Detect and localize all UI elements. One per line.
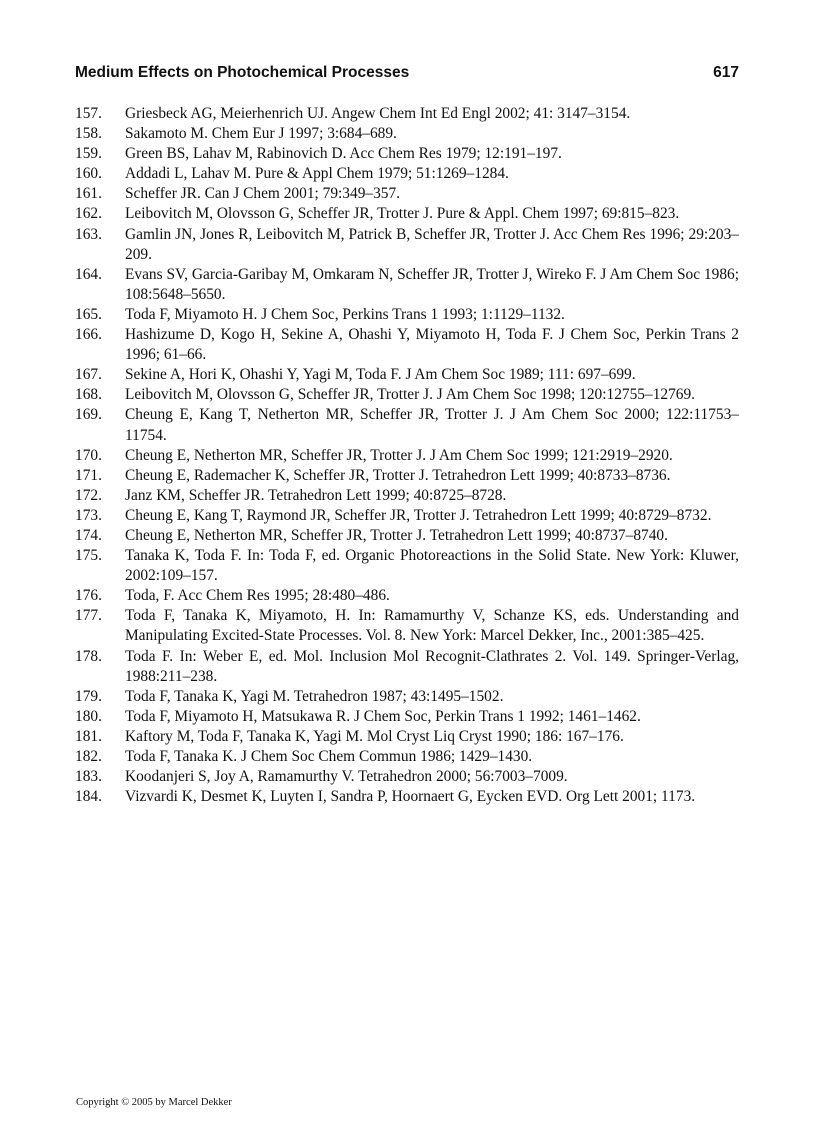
reference-text: Addadi L, Lahav M. Pure & Appl Chem 1979; 51:1269–1284. bbox=[125, 165, 509, 183]
reference-text: Kaftory M, Toda F, Tanaka K, Yagi M. Mol Cryst Liq Cryst 1990; 186: 167–176. bbox=[125, 727, 624, 745]
reference-text: Cheung E, Netherton MR, Scheffer JR, Trotter J. Tetrahedron Lett 1999; 40:8737–8740. bbox=[125, 526, 668, 544]
reference-number: 179. bbox=[75, 687, 102, 705]
reference-item bbox=[75, 124, 739, 144]
reference-number: 160. bbox=[75, 165, 102, 183]
reference-number: 174. bbox=[75, 526, 102, 544]
running-title: Medium Effects on Photochemical Processes bbox=[75, 64, 410, 81]
reference-text: Green BS, Lahav M, Rabinovich D. Acc Chem Res 1979; 12:191–197. bbox=[125, 145, 562, 163]
reference-number: 164. bbox=[75, 265, 102, 283]
reference-number: 159. bbox=[75, 145, 102, 163]
reference-item bbox=[75, 687, 739, 707]
reference-item bbox=[75, 747, 739, 767]
reference-number: 183. bbox=[75, 768, 102, 786]
reference-item bbox=[75, 707, 739, 727]
reference-number: 181. bbox=[75, 727, 102, 745]
reference-item bbox=[75, 265, 739, 305]
reference-text: Cheung E, Kang T, Raymond JR, Scheffer JR, Trotter J. Tetrahedron Lett 1999; 40:8729–8732. bbox=[125, 506, 712, 524]
reference-text: Gamlin JN, Jones R, Leibovitch M, Patrick B, Scheffer JR, Trotter J. Acc Chem Res 1996; 29:203–209. bbox=[125, 225, 739, 263]
reference-number: 170. bbox=[75, 446, 102, 464]
reference-item bbox=[75, 325, 739, 365]
reference-text: Cheung E, Rademacher K, Scheffer JR, Trotter J. Tetrahedron Lett 1999; 40:8733–8736. bbox=[125, 466, 671, 484]
reference-number: 184. bbox=[75, 788, 102, 806]
reference-number: 169. bbox=[75, 406, 102, 424]
reference-text: Leibovitch M, Olovsson G, Scheffer JR, Trotter J. J Am Chem Soc 1998; 120:12755–12769. bbox=[125, 386, 696, 404]
reference-item bbox=[75, 727, 739, 747]
reference-item bbox=[75, 446, 739, 466]
reference-text: Hashizume D, Kogo H, Sekine A, Ohashi Y, Miyamoto H, Toda F. J Chem Soc, Perkin Trans 2 1996; 61–66. bbox=[125, 326, 739, 364]
reference-number: 166. bbox=[75, 326, 102, 344]
reference-number: 176. bbox=[75, 587, 102, 605]
reference-text: Toda F. In: Weber E, ed. Mol. Inclusion Mol Recognit-Clathrates 2. Vol. 149. Springer-Verlag, 1988:211–238. bbox=[125, 647, 739, 685]
reference-text: Janz KM, Scheffer JR. Tetrahedron Lett 1999; 40:8725–8728. bbox=[125, 486, 507, 504]
reference-number: 165. bbox=[75, 305, 102, 323]
reference-number: 175. bbox=[75, 547, 102, 565]
reference-number: 178. bbox=[75, 647, 102, 665]
reference-item bbox=[75, 486, 739, 506]
reference-item bbox=[75, 204, 739, 224]
reference-item bbox=[75, 385, 739, 405]
reference-item bbox=[75, 526, 739, 546]
reference-list bbox=[75, 104, 739, 807]
reference-number: 163. bbox=[75, 225, 102, 243]
reference-text: Toda, F. Acc Chem Res 1995; 28:480–486. bbox=[125, 587, 390, 605]
reference-text: Scheffer JR. Can J Chem 2001; 79:349–357. bbox=[125, 185, 401, 203]
reference-item bbox=[75, 164, 739, 184]
reference-text: Leibovitch M, Olovsson G, Scheffer JR, Trotter J. Pure & Appl. Chem 1997; 69:815–823. bbox=[125, 205, 680, 223]
reference-number: 161. bbox=[75, 185, 102, 203]
reference-number: 180. bbox=[75, 707, 102, 725]
reference-text: Cheung E, Netherton MR, Scheffer JR, Trotter J. J Am Chem Soc 1999; 121:2919–2920. bbox=[125, 446, 673, 464]
reference-item bbox=[75, 104, 739, 124]
reference-number: 162. bbox=[75, 205, 102, 223]
reference-item bbox=[75, 225, 739, 265]
reference-item bbox=[75, 767, 739, 787]
reference-text: Sakamoto M. Chem Eur J 1997; 3:684–689. bbox=[125, 125, 397, 143]
reference-item bbox=[75, 305, 739, 325]
reference-number: 157. bbox=[75, 105, 102, 122]
running-header bbox=[75, 64, 739, 86]
reference-item bbox=[75, 586, 739, 606]
reference-text: Tanaka K, Toda F. In: Toda F, ed. Organic Photoreactions in the Solid State. New York: Kluwer, 2002:109–157. bbox=[125, 547, 739, 585]
reference-text: Koodanjeri S, Joy A, Ramamurthy V. Tetrahedron 2000; 56:7003–7009. bbox=[125, 768, 568, 786]
reference-item bbox=[75, 546, 739, 586]
reference-item bbox=[75, 506, 739, 526]
reference-number: 167. bbox=[75, 366, 102, 384]
reference-number: 182. bbox=[75, 748, 102, 765]
reference-item bbox=[75, 365, 739, 385]
reference-item bbox=[75, 647, 739, 687]
reference-number: 171. bbox=[75, 466, 102, 484]
reference-text: Vizvardi K, Desmet K, Luyten I, Sandra P, Hoornaert G, Eycken EVD. Org Lett 2001; 1173. bbox=[125, 788, 696, 806]
reference-item bbox=[75, 606, 739, 646]
reference-text: Toda F, Miyamoto H. J Chem Soc, Perkins Trans 1 1993; 1:1129–1132. bbox=[125, 305, 565, 323]
reference-text: Griesbeck AG, Meierhenrich UJ. Angew Chem Int Ed Engl 2002; 41: 3147–3154. bbox=[125, 105, 631, 122]
reference-item bbox=[75, 144, 739, 164]
reference-number: 172. bbox=[75, 486, 102, 504]
reference-number: 177. bbox=[75, 607, 102, 625]
reference-item bbox=[75, 787, 739, 807]
reference-text: Cheung E, Kang T, Netherton MR, Scheffer JR, Trotter J. J Am Chem Soc 2000; 122:11753–11754. bbox=[125, 406, 739, 444]
reference-text: Toda F, Miyamoto H, Matsukawa R. J Chem Soc, Perkin Trans 1 1992; 1461–1462. bbox=[125, 707, 641, 725]
reference-text: Sekine A, Hori K, Ohashi Y, Yagi M, Toda F. J Am Chem Soc 1989; 111: 697–699. bbox=[125, 366, 636, 384]
copyright-footer: Copyright © 2005 by Marcel Dekker bbox=[76, 1097, 232, 1108]
reference-text: Evans SV, Garcia-Garibay M, Omkaram N, Scheffer JR, Trotter J, Wireko F. J Am Chem Soc 1986; 108:5648–5650. bbox=[125, 265, 739, 303]
page-number: 617 bbox=[713, 64, 739, 81]
reference-item bbox=[75, 466, 739, 486]
reference-text: Toda F, Tanaka K, Yagi M. Tetrahedron 1987; 43:1495–1502. bbox=[125, 687, 504, 705]
reference-item bbox=[75, 184, 739, 204]
reference-number: 173. bbox=[75, 506, 102, 524]
reference-number: 168. bbox=[75, 386, 102, 404]
reference-item bbox=[75, 405, 739, 445]
reference-text: Toda F, Tanaka K, Miyamoto, H. In: Ramamurthy V, Schanze KS, eds. Understanding and Manipulating Excited-State Processes. Vol. 8. New York: Marcel Dekker, Inc., 2001:385–425. bbox=[125, 607, 739, 645]
reference-text: Toda F, Tanaka K. J Chem Soc Chem Commun 1986; 1429–1430. bbox=[125, 748, 533, 765]
reference-number: 158. bbox=[75, 125, 102, 143]
